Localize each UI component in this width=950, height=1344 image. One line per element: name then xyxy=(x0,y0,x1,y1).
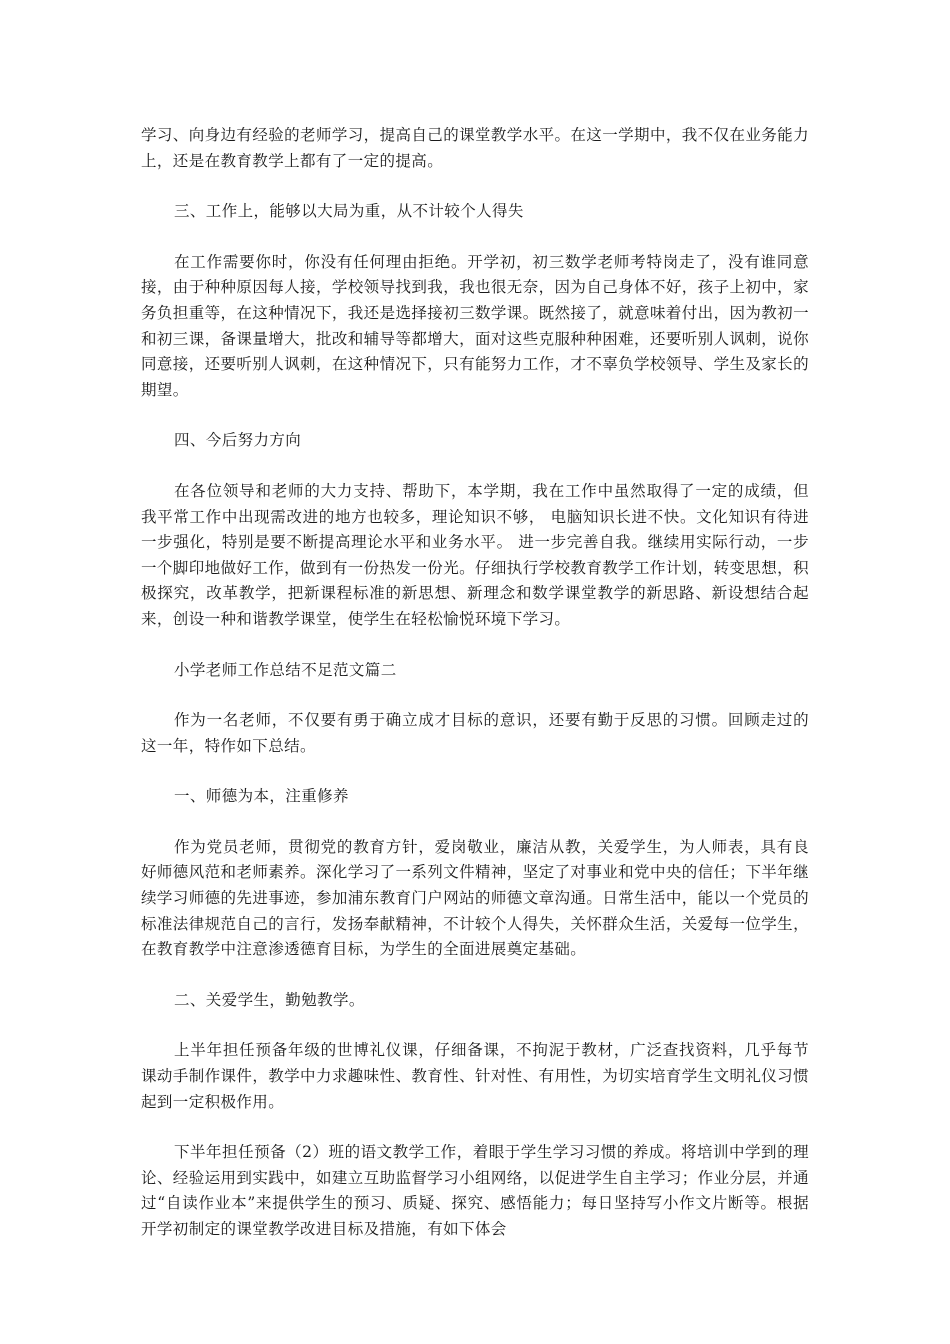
paragraph-ethics: 作为党员老师，贯彻党的教育方针，爱岗敬业，廉洁从教，关爱学生，为人师表，具有良好师德风范和老师素养。深化学习了一系列文件精神，坚定了对事业和党中央的信任；下半年继续学习师德的先进事迹，参加浦东教育门户网站的师德文章沟通。日常生活中，能以一个党员的标准法律规范自己的言行，发扬奉献精神，不计较个人得失，关怀群众生活，关爱每一位学生，在教育教学中注意渗透德育目标，为学生的全面进展奠定基础。 xyxy=(141,837,809,959)
paragraph-second-half-year: 下半年担任预备（2）班的语文教学工作，着眼于学生学习习惯的养成。将培训中学到的理论、经验运用到实践中，如建立互助监督学习小组网络，以促进学生自主学习；作业分层，并通过“自读作业本”来提供学生的预习、质疑、探究、感悟能力；每日坚持写小作文片断等。根据开学初制定的课堂教学改进目标及措施，有如下体会 xyxy=(141,1143,809,1238)
section-heading-4: 四、今后努力方向 xyxy=(174,431,302,450)
article-title-part-2: 小学老师工作总结不足范文篇二 xyxy=(174,660,397,679)
paragraph-future-direction: 在各位领导和老师的大力支持、帮助下，本学期，我在工作中虽然取得了一定的成绩，但我平常工作中出现需改进的地方也较多，理论知识不够， 电脑知识长进不快。文化知识有待进一步强化，特别是要不断提高理论水平和业务水平。 进一步完善自我。继续用实际行动，一步一个脚印地做好工作，做到有一份热发一份光。仔细执行学校教育教学工作计划，转变思想，积极探究，改革教学，把新课程标准的新思想、新理念和数学课堂教学的新思路、新设想结合起来，创设一种和谐教学课堂，使学生在轻松愉悦环境下学习。 xyxy=(141,481,809,628)
paragraph-work-attitude: 在工作需要你时，你没有任何理由拒绝。开学初，初三数学老师考特岗走了，没有谁同意接，由于种种原因每人接，学校领导找到我，我也很无奈，因为自己身体不好，孩子上初中，家务负担重等，在这种情况下，我还是选择接初三数学课。既然接了，就意味着付出，因为教初一和初三课，备课量增大，批改和辅导等都增大，面对这些克服种种困难，还要听别人讽刺，说你同意接，还要听别人讽刺，在这种情况下，只有能努力工作，才不辜负学校领导、学生及家长的期望。 xyxy=(141,252,809,399)
section-heading-1: 一、师德为本，注重修养 xyxy=(174,787,349,806)
section-heading-3: 三、工作上，能够以大局为重，从不计较个人得失 xyxy=(174,202,524,221)
document-body xyxy=(141,123,809,1268)
paragraph-first-half-year: 上半年担任预备年级的世博礼仪课，仔细备课，不拘泥于教材，广泛查找资料，几乎每节课动手制作课件，教学中力求趣味性、教育性、针对性、有用性，为切实培育学生文明礼仪习惯起到一定积极作用。 xyxy=(141,1041,809,1111)
paragraph-continuation: 学习、向身边有经验的老师学习，提高自己的课堂教学水平。在这一学期中，我不仅在业务能力上，还是在教育教学上都有了一定的提高。 xyxy=(141,126,809,170)
section-heading-2: 二、关爱学生，勤勉教学。 xyxy=(174,990,365,1009)
paragraph-intro: 作为一名老师，不仅要有勇于确立成才目标的意识，还要有勤于反思的习惯。回顾走过的这一年，特作如下总结。 xyxy=(141,711,809,755)
